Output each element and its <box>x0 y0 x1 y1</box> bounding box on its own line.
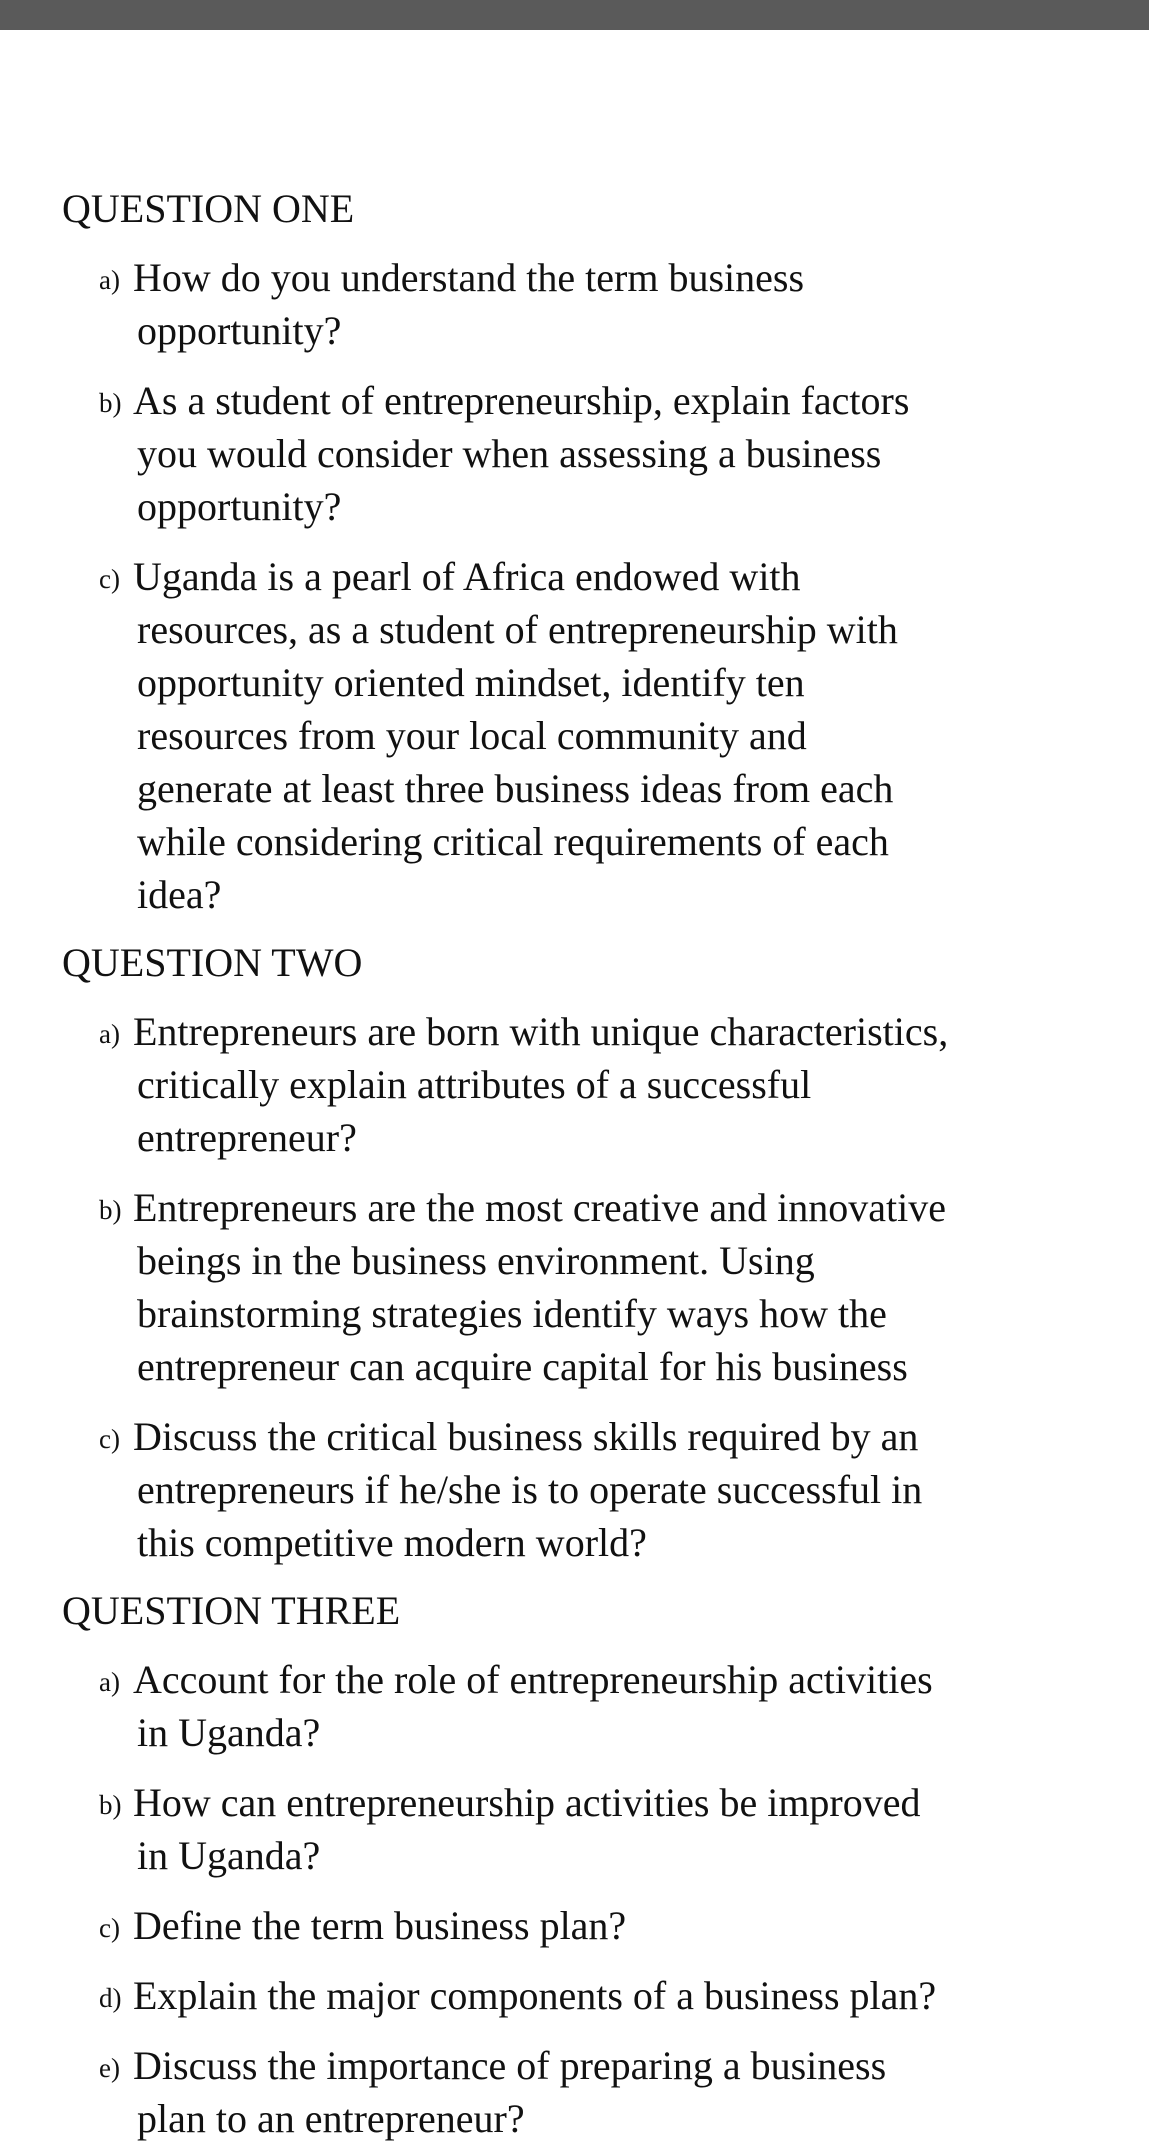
item-text-line: Discuss the importance of preparing a business <box>133 2043 887 2088</box>
top-bar <box>0 0 1149 30</box>
item-label: a) <box>99 265 120 295</box>
item-text-line: while considering critical requirements of each <box>137 819 889 864</box>
question-item <box>99 251 1087 357</box>
question-item <box>99 1181 1087 1393</box>
item-text-line: resources from your local community and <box>137 713 807 758</box>
item-label: b) <box>99 388 122 418</box>
question-document <box>0 182 1149 2145</box>
item-text-line: beings in the business environment. Using <box>137 1238 815 1283</box>
question-item <box>99 1005 1087 1164</box>
item-text-line: Uganda is a pearl of Africa endowed with <box>133 554 801 599</box>
item-text-line: How can entrepreneurship activities be improved <box>133 1780 921 1825</box>
item-text-line: Entrepreneurs are born with unique characteristics, <box>133 1009 949 1054</box>
item-text-line: idea? <box>137 872 222 917</box>
item-text-line: How do you understand the term business <box>133 255 805 300</box>
item-text-line: you would consider when assessing a business <box>137 431 882 476</box>
item-text-line: brainstorming strategies identify ways how the <box>137 1291 887 1336</box>
question-item <box>99 1653 1087 1759</box>
item-text-line: opportunity? <box>137 308 342 353</box>
item-text-line: resources, as a student of entrepreneurship with <box>137 607 898 652</box>
item-text-line: critically explain attributes of a successful <box>137 1062 812 1107</box>
item-label: b) <box>99 1790 122 1820</box>
item-text-line: Explain the major components of a business plan? <box>133 1973 937 2018</box>
item-text-line: in Uganda? <box>137 1833 321 1878</box>
question-item <box>99 1899 1087 1952</box>
item-text-line: opportunity? <box>137 484 342 529</box>
question-item <box>99 550 1087 921</box>
item-text-line: Account for the role of entrepreneurship activities <box>133 1657 933 1702</box>
item-label: a) <box>99 1667 120 1697</box>
question-item <box>99 1776 1087 1882</box>
item-text-line: entrepreneurs if he/she is to operate successful in <box>137 1467 923 1512</box>
item-text-line: entrepreneur? <box>137 1115 357 1160</box>
question-item <box>99 1410 1087 1569</box>
item-text-line: generate at least three business ideas from each <box>137 766 894 811</box>
question-item <box>99 2039 1087 2145</box>
item-label: c) <box>99 564 120 594</box>
question-item <box>99 1969 1087 2022</box>
item-text-line: this competitive modern world? <box>137 1520 647 1565</box>
item-label: d) <box>99 1983 122 2013</box>
item-text-line: opportunity oriented mindset, identify ten <box>137 660 805 705</box>
item-text-line: Discuss the critical business skills required by an <box>133 1414 919 1459</box>
item-label: a) <box>99 1019 120 1049</box>
item-label: c) <box>99 1913 120 1943</box>
question-heading-three: QUESTION THREE <box>62 1588 401 1633</box>
item-text-line: Define the term business plan? <box>133 1903 627 1948</box>
item-text-line: entrepreneur can acquire capital for his business <box>137 1344 908 1389</box>
question-item <box>99 374 1087 533</box>
item-label: c) <box>99 1424 120 1454</box>
item-text-line: in Uganda? <box>137 1710 321 1755</box>
question-heading-one: QUESTION ONE <box>62 186 355 231</box>
item-label: b) <box>99 1195 122 1225</box>
question-heading-two: QUESTION TWO <box>62 940 363 985</box>
item-text-line: plan to an entrepreneur? <box>137 2096 525 2141</box>
item-text-line: Entrepreneurs are the most creative and innovative <box>133 1185 946 1230</box>
item-text-line: As a student of entrepreneurship, explain factors <box>133 378 910 423</box>
item-label: e) <box>99 2053 120 2083</box>
